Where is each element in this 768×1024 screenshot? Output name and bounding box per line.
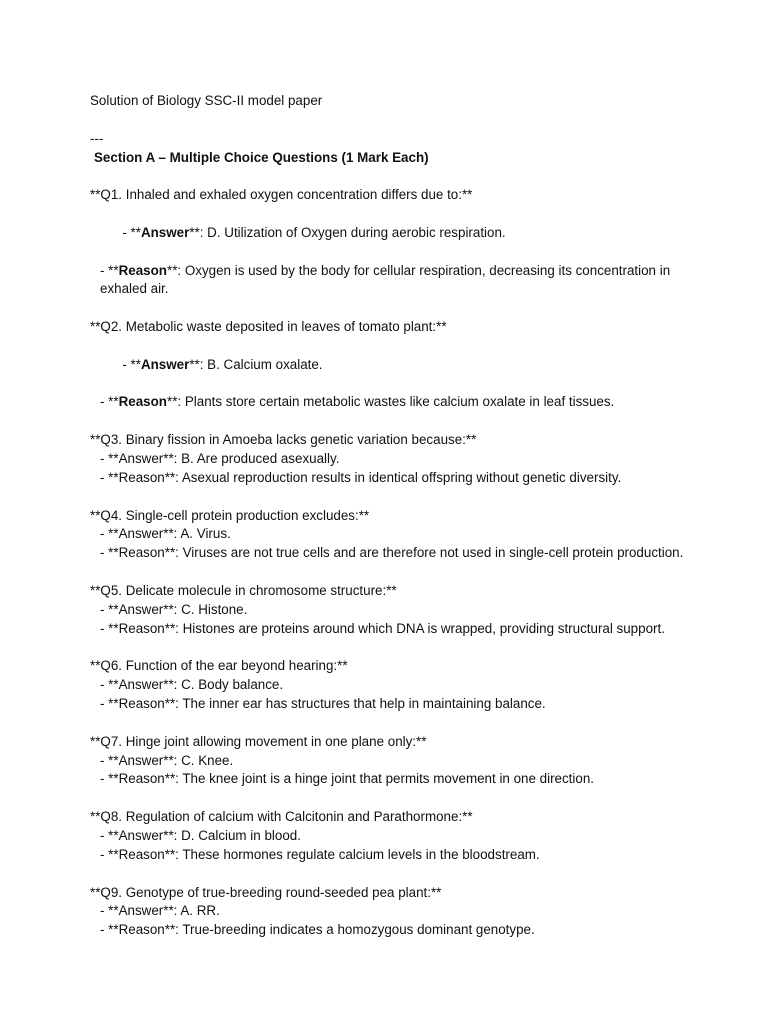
answer-prefix: - ** (122, 224, 141, 240)
reason-prefix: - ** (100, 394, 119, 410)
answer-text: **: B. Calcium oxalate. (189, 356, 323, 372)
question-text: **Q8. Regulation of calcium with Calcitonin and Parathormone:** (90, 809, 473, 825)
reason-line: - **Reason**: Viruses are not true cells and are therefore not used in single-cell protein production. (100, 545, 684, 561)
question-text: **Q3. Binary fission in Amoeba lacks genetic variation because:** (90, 432, 477, 448)
question-text: **Q9. Genotype of true-breeding round-seeded pea plant:** (90, 884, 442, 900)
reason-line: - **Reason**: True-breeding indicates a homozygous dominant genotype. (100, 922, 535, 938)
question-text: **Q5. Delicate molecule in chromosome structure:** (90, 582, 397, 598)
reason-line: - **Reason**: The inner ear has structures that help in maintaining balance. (100, 695, 546, 711)
answer-line (90, 337, 690, 393)
reason-line: - **Reason**: Asexual reproduction results in identical offspring without genetic diversity. (100, 469, 622, 485)
question-block-q5 (90, 582, 690, 638)
question-text: **Q4. Single-cell protein production excludes:** (90, 507, 370, 523)
question-block-q1 (90, 186, 690, 299)
separator-text: --- (90, 130, 104, 146)
question-block-q8 (90, 808, 690, 864)
reason-line (90, 393, 690, 412)
reason-line: - **Reason**: Histones are proteins around which DNA is wrapped, providing structural support. (100, 620, 665, 636)
question-text: **Q6. Function of the ear beyond hearing:** (90, 658, 348, 674)
reason-label: Reason (118, 262, 167, 278)
reason-prefix: - ** (100, 262, 119, 278)
answer-line: - **Answer**: D. Calcium in blood. (100, 827, 301, 843)
answer-line: - **Answer**: A. RR. (100, 903, 220, 919)
question-block-q2 (90, 318, 690, 412)
question-block-q7 (90, 733, 690, 789)
answer-line: - **Answer**: C. Histone. (100, 601, 248, 617)
question-block-q6 (90, 657, 690, 713)
answer-line: - **Answer**: C. Body balance. (100, 677, 284, 693)
reason-text: **: Oxygen is used by the body for cellular respiration, decreasing its concentration in exhaled air. (100, 262, 671, 297)
question-text: **Q1. Inhaled and exhaled oxygen concentration differs due to:** (90, 187, 473, 203)
answer-line: - **Answer**: A. Virus. (100, 526, 231, 542)
section-heading: Section A – Multiple Choice Questions (1 Mark Each) (94, 149, 429, 165)
reason-line (90, 262, 690, 300)
document-page (90, 92, 690, 940)
answer-label: Answer (140, 356, 190, 372)
answer-text: **: D. Utilization of Oxygen during aerobic respiration. (189, 224, 506, 240)
reason-text: **: Plants store certain metabolic wastes like calcium oxalate in leaf tissues. (166, 394, 615, 410)
question-block-q3 (90, 431, 690, 487)
document-title: Solution of Biology SSC-II model paper (90, 93, 323, 108)
question-text: **Q2. Metabolic waste deposited in leaves of tomato plant:** (90, 319, 447, 335)
question-block-q9 (90, 884, 690, 940)
reason-label: Reason (118, 394, 167, 410)
answer-label: Answer (140, 224, 190, 240)
reason-line: - **Reason**: These hormones regulate calcium levels in the bloodstream. (100, 846, 540, 862)
reason-line: - **Reason**: The knee joint is a hinge joint that permits movement in one direction. (100, 771, 594, 787)
answer-line (90, 205, 690, 261)
question-text: **Q7. Hinge joint allowing movement in one plane only:** (90, 733, 427, 749)
answer-line: - **Answer**: B. Are produced asexually. (100, 450, 340, 466)
answer-line: - **Answer**: C. Knee. (100, 752, 234, 768)
answer-prefix: - ** (122, 356, 141, 372)
question-block-q4 (90, 507, 690, 563)
